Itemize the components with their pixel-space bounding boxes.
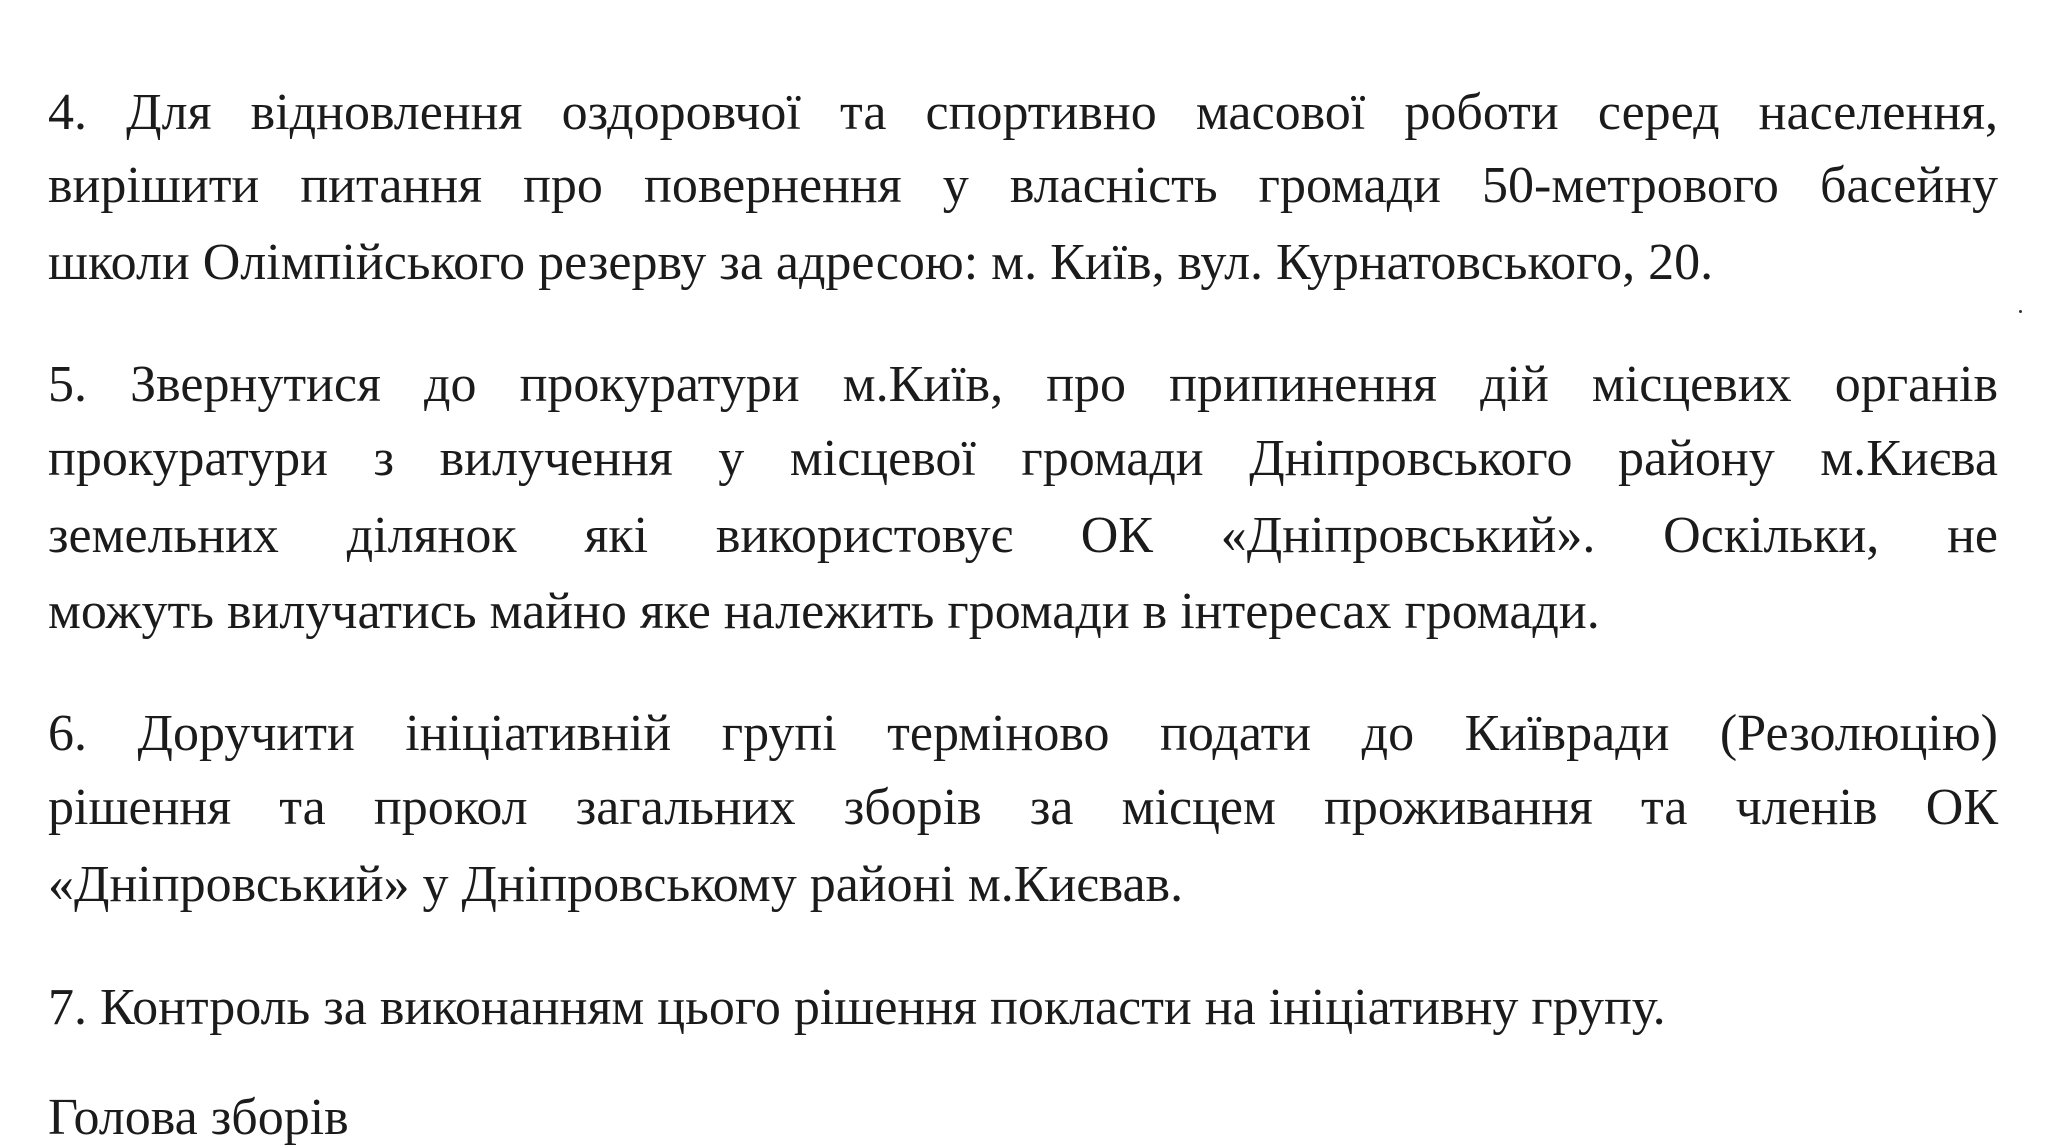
paragraph-line: 5. Звернутися до прокуратури м.Київ, про припинення дій місцевих органів [48, 356, 1998, 413]
cutoff-text-line [48, 1088, 448, 1146]
scan-speck [2019, 310, 2022, 313]
paragraph-line: 7. Контроль за виконанням цього рішення покласти на ініціативну групу. [48, 979, 1666, 1036]
paragraph-line: земельних ділянок які використовує ОК «Дніпровський». Оскільки, не [48, 507, 1998, 564]
paragraph-line: вирішити питання про повернення у власність громади 50-метрового басейну [48, 157, 1998, 214]
cutoff-text: Голова зборів [48, 1089, 349, 1146]
paragraph-line: прокуратури з вилучення у місцевої громади Дніпровського району м.Києва [48, 430, 1998, 487]
paragraph-line: «Дніпровський» у Дніпровському районі м.Києвав. [48, 856, 1184, 913]
paragraph-line: рішення та прокол загальних зборів за місцем проживання та членів ОК [48, 779, 1998, 836]
paragraph-line: можуть вилучатись майно яке належить громади в інтересах громади. [48, 583, 1600, 640]
paragraph-line: 6. Доручити ініціативній групі терміново подати до Київради (Резолюцію) [48, 705, 1998, 762]
paragraph-line: 4. Для відновлення оздоровчої та спортивно масової роботи серед населення, [48, 84, 1998, 141]
paragraph-line: школи Олімпійського резерву за адресою: м. Київ, вул. Курнатовського, 20. [48, 234, 1714, 291]
